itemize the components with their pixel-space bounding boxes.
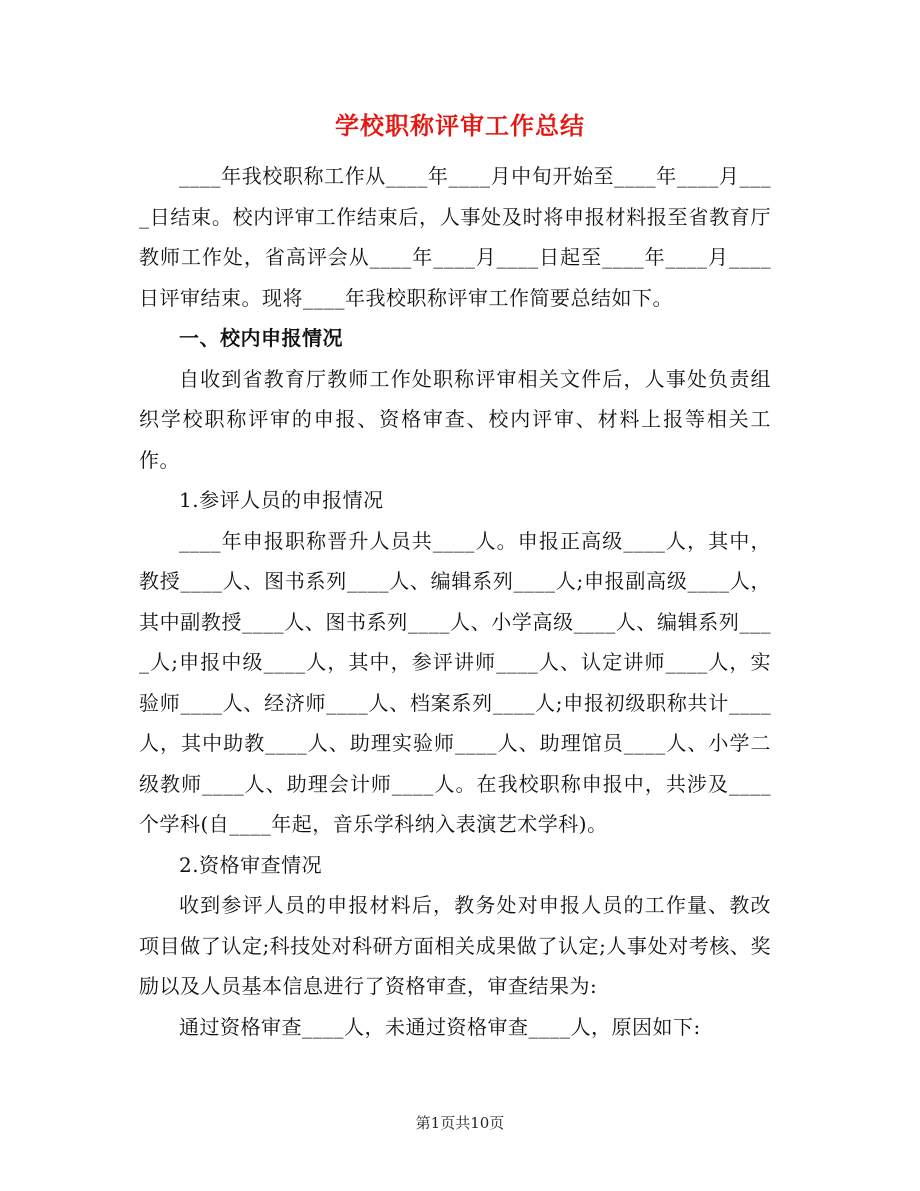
review-result-paragraph: 通过资格审查____人，未通过资格审查____人，原因如下: [179, 1014, 701, 1039]
review-paragraph: 收到参评人员的申报材料后，教务处对申报人员的工作量、教改项目做了认定;科技处对科研方面相关成果做了认定;人事处对考核、奖励以及人员基本信息进行了资格审查，审查结果为: [139, 893, 771, 998]
intro-paragraph: ____年我校职称工作从____年____月中旬开始至____年____月____日结束。校内评审工作结束后，人事处及时将申报材料报至省教育厅教师工作处，省高评会从____年____月____日起至____年____月____日评审结束。现将____年我校职称评审工作简要总结如下。 [139, 164, 771, 310]
applicants-paragraph: ____年申报职称晋升人员共____人。申报正高级____人，其中，教授____人、图书系列____人、编辑系列____人;申报副高级____人，其中副教授____人、图书系列____人、小学高级____人、编辑系列____人;申报中级____人，其中，参评讲师____人、认定讲师____人，实验师____人、经济师____人、档案系列____人;申报初级职称共计____人，其中助教____人、助理实验师____人、助理馆员____人、小学二级教师____人、助理会计师____人。在我校职称申报中，共涉及____个学科(自____年起，音乐学科纳入表演艺术学科)。 [139, 528, 771, 836]
document-body [139, 156, 771, 1047]
page-footer: 第1页共10页 [415, 1114, 505, 1132]
subheading-applicants: 1.参评人员的申报情况 [179, 488, 384, 512]
section-heading-internal-application: 一、校内申报情况 [179, 326, 343, 350]
section-paragraph-responsibility: 自收到省教育厅教师工作处职称评审相关文件后，人事处负责组织学校职称评审的申报、资格审查、校内评审、材料上报等相关工作。 [139, 366, 771, 472]
document-title: 学校职称评审工作总结 [335, 111, 585, 140]
subheading-qualification-review: 2.资格审查情况 [179, 852, 323, 877]
